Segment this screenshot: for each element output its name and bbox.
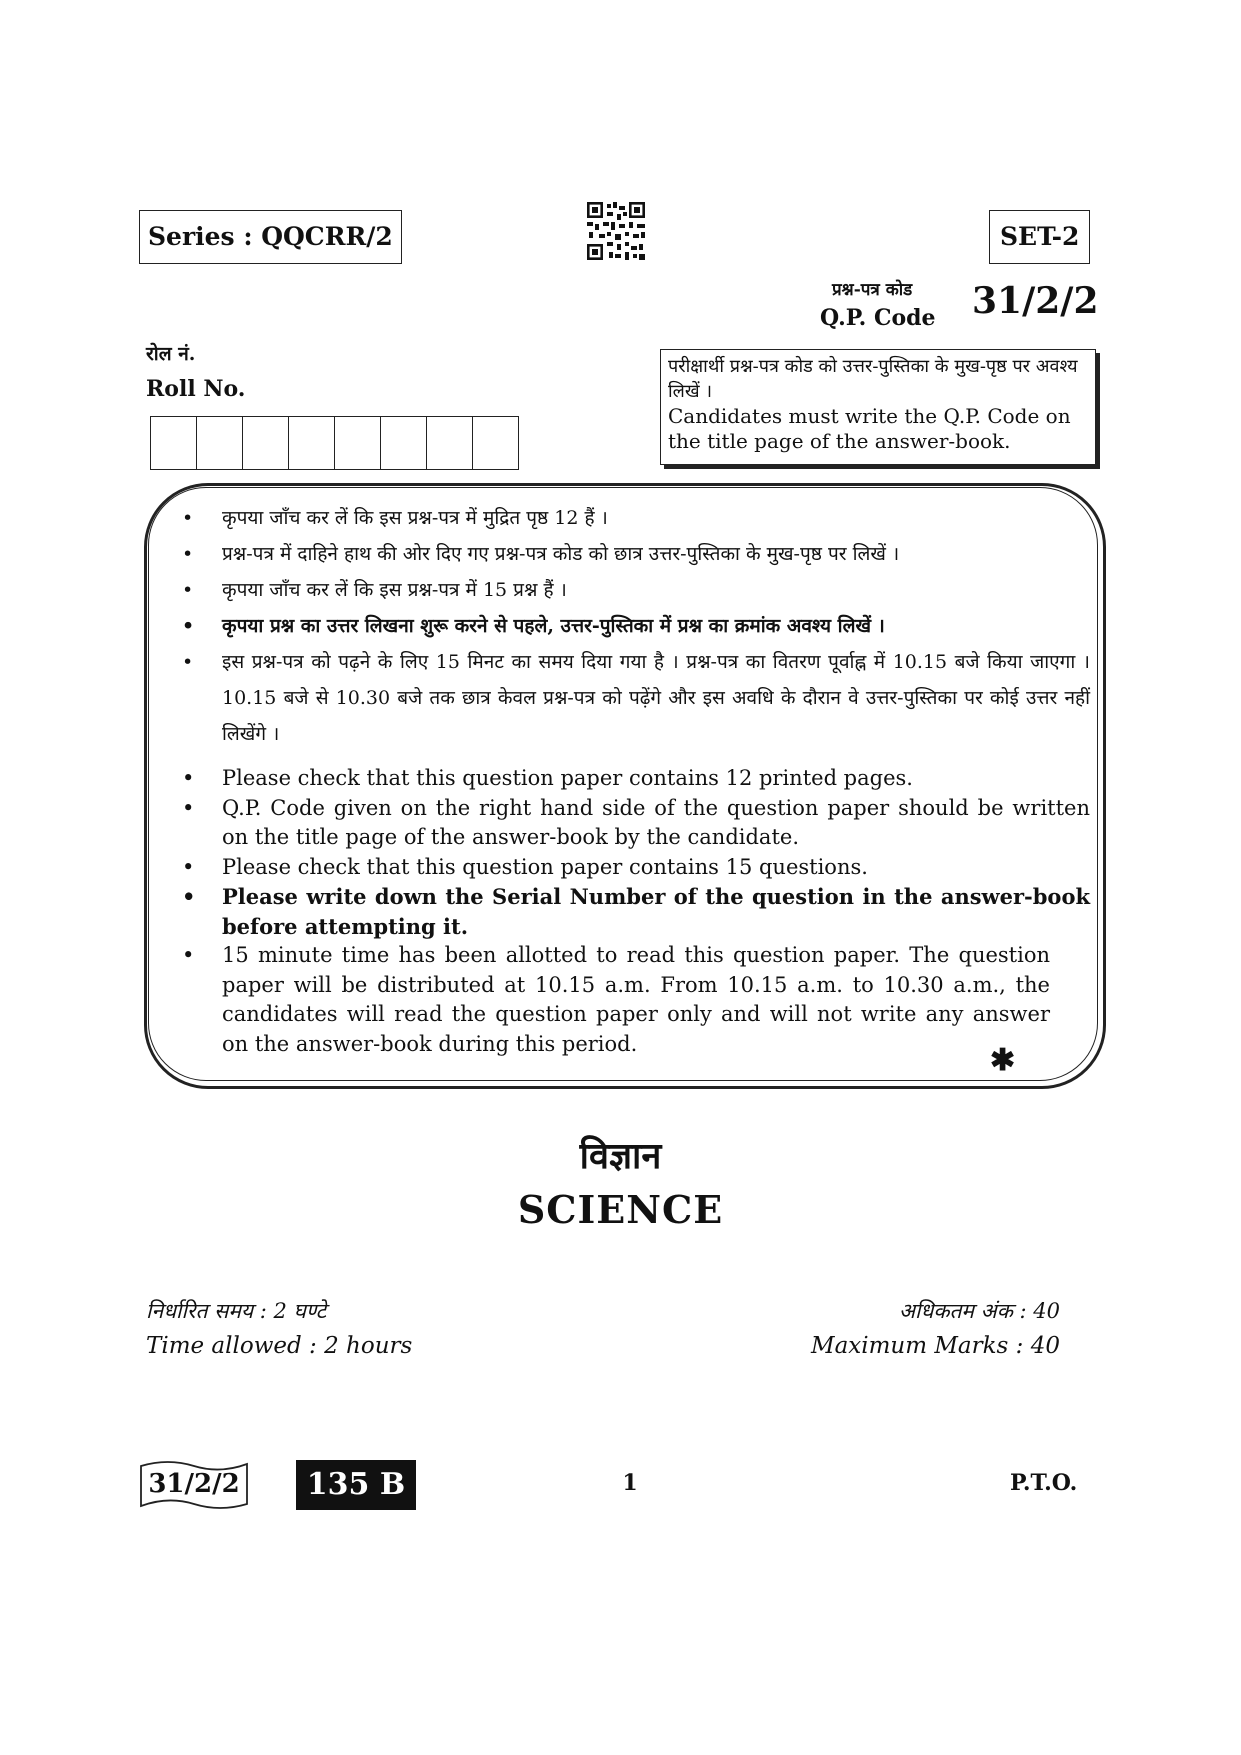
qp-code-label-hindi: प्रश्न-पत्र कोड <box>832 280 913 300</box>
bullet-icon: • <box>182 795 195 820</box>
notice-hindi: परीक्षार्थी प्रश्न-पत्र कोड को उत्तर-पुस्तिका के मुख-पृष्ठ पर अवश्य लिखें । <box>668 356 1078 402</box>
instruction-english-item: • 15 minute time has been allotted to read this question paper. The question paper will be distributed at 10.15 a.m. From 10.15 a.m. to 10.30 a.m., the candidates will read the question paper only and will not write any answer on the answer-book during this period. <box>182 943 1050 1056</box>
qp-code-label: Q.P. Code <box>820 305 936 331</box>
page-number: 1 <box>622 1470 638 1496</box>
instruction-hindi-item: • कृपया प्रश्न का उत्तर लिखना शुरू करने से पहले, उत्तर-पुस्तिका में प्रश्न का क्रमांक अवश्य लिखें । <box>180 608 1090 644</box>
roll-number-box[interactable] <box>289 417 335 469</box>
roll-number-box[interactable] <box>473 417 518 469</box>
set-label: SET-2 <box>989 210 1090 264</box>
star-icon: ✱ <box>990 1043 1016 1078</box>
instruction-hindi-item: • कृपया जाँच कर लें कि इस प्रश्न-पत्र में 15 प्रश्न हैं । <box>180 572 1090 608</box>
instruction-english-item: • Please write down the Serial Number of the question in the answer-book before attempting it. <box>182 884 1090 939</box>
notice-english: Candidates must write the Q.P. Code on the title page of the answer-book. <box>668 404 1071 453</box>
instructions-list <box>180 500 1090 1059</box>
instruction-english-item: • Q.P. Code given on the right hand side of the question paper should be written on the title page of the answer-book by the candidate. <box>182 795 1090 849</box>
footer-badge: 135 B <box>296 1460 416 1510</box>
bullet-icon: • <box>182 854 195 879</box>
bullet-icon: • <box>182 651 194 673</box>
instruction-hindi-item: • कृपया जाँच कर लें कि इस प्रश्न-पत्र में मुद्रित पृष्ठ 12 हैं । <box>180 500 1090 536</box>
bullet-icon: • <box>182 507 194 529</box>
bullet-icon: • <box>182 543 194 565</box>
time-allowed: Time allowed : 2 hours <box>146 1333 413 1359</box>
instruction-hindi-item: • प्रश्न-पत्र में दाहिने हाथ की ओर दिए गए प्रश्न-पत्र कोड को छात्र उत्तर-पुस्तिका के मुख-पृष्ठ पर लिखें । <box>180 536 1090 572</box>
instruction-english-item: • Please check that this question paper contains 15 questions. <box>180 853 1090 883</box>
subject-title: SCIENCE <box>517 1187 724 1232</box>
qp-code-notice <box>660 349 1096 465</box>
subject-title-hindi: विज्ञान <box>579 1135 662 1177</box>
roll-number-box[interactable] <box>335 417 381 469</box>
instruction-english-item: • Please check that this question paper contains 12 printed pages. <box>180 764 1090 794</box>
roll-number-box[interactable] <box>427 417 473 469</box>
qp-code-value: 31/2/2 <box>972 280 1099 322</box>
maximum-marks: Maximum Marks : 40 <box>811 1333 1060 1359</box>
roll-number-box[interactable] <box>381 417 427 469</box>
qr-code-icon <box>587 202 645 260</box>
roll-number-box[interactable] <box>243 417 289 469</box>
bullet-icon: • <box>182 766 195 790</box>
time-allowed-hindi: निर्धारित समय : 2 घण्टे <box>146 1299 327 1323</box>
maximum-marks-hindi: अधिकतम अंक : 40 <box>898 1299 1060 1323</box>
bullet-icon: • <box>182 884 196 909</box>
roll-number-box[interactable] <box>151 417 197 469</box>
roll-label: Roll No. <box>146 376 246 402</box>
roll-label-hindi: रोल नं. <box>146 343 196 365</box>
bullet-icon: • <box>182 579 194 601</box>
bullet-icon: • <box>182 615 195 637</box>
pto-label: P.T.O. <box>1010 1470 1078 1496</box>
series-label: Series : QQCRR/2 <box>139 210 402 264</box>
footer-qp-code: 31/2/2 <box>140 1460 248 1510</box>
roll-number-boxes[interactable] <box>150 416 519 470</box>
roll-number-box[interactable] <box>197 417 243 469</box>
instruction-hindi-item: • इस प्रश्न-पत्र को पढ़ने के लिए 15 मिनट का समय दिया गया है । प्रश्न-पत्र का वितरण पूर्वाह्न में 10.15 बजे किया जाएगा । 10.15 बजे से 10.30 बजे तक छात्र केवल प्रश्न-पत्र को पढ़ेंगे और इस अवधि के दौरान वे उत्तर-पुस्तिका पर कोई उत्तर नहीं लिखेंगे । <box>180 644 1090 752</box>
bullet-icon: • <box>182 943 195 967</box>
